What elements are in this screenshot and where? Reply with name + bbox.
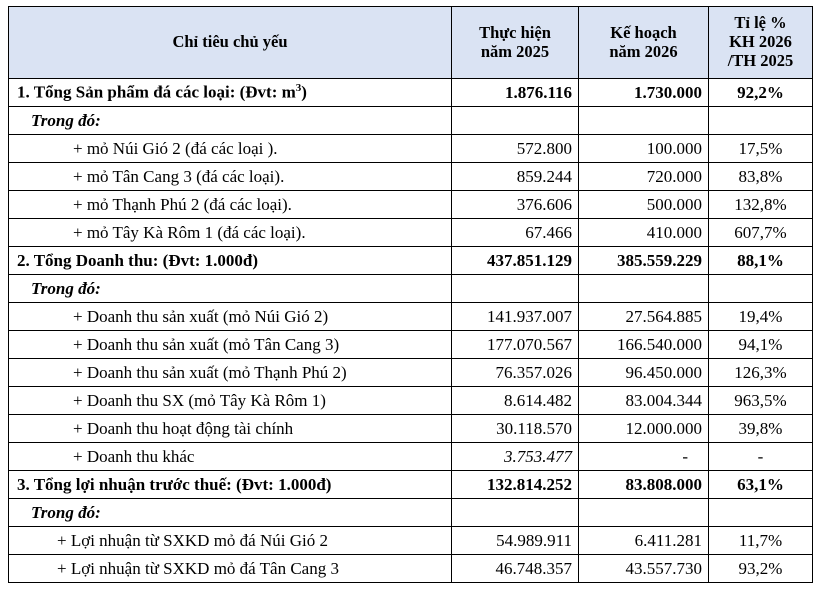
row-label [9,331,452,359]
table-row [9,275,813,303]
plan-value: 43.557.730 [579,555,709,583]
table-row [9,471,813,499]
plan-value: 1.730.000 [579,79,709,107]
header-ratio-line3: /TH 2025 [727,50,794,70]
row-label [9,499,452,527]
table-row [9,359,813,387]
ratio-value: 126,3% [709,359,813,387]
row-label-text: 1. Tổng Sản phẩm đá các loại: (Đvt: m [17,83,296,103]
table-row [9,79,813,107]
actual-value: 376.606 [452,191,579,219]
table-row [9,163,813,191]
ratio-value [709,275,813,303]
actual-value: 8.614.482 [452,387,579,415]
ratio-value: - [709,443,813,471]
ratio-value: 63,1% [709,471,813,499]
row-label-text: + Lợi nhuận từ SXKD mỏ đá Núi Gió 2 [57,530,328,550]
table-row [9,415,813,443]
plan-value: 410.000 [579,219,709,247]
header-actual-line2: năm 2025 [480,41,550,61]
ratio-value: 92,2% [709,79,813,107]
actual-value [452,107,579,135]
row-label-text: 2. Tổng Doanh thu: (Đvt: 1.000đ) [17,250,259,270]
ratio-value: 88,1% [709,247,813,275]
row-label-text: Trong đó: [31,502,101,522]
plan-value [579,275,709,303]
ratio-value: 93,2% [709,555,813,583]
row-label-text: + mỏ Thạnh Phú 2 (đá các loại). [73,194,292,214]
actual-value: 132.814.252 [452,471,579,499]
table-row [9,443,813,471]
plan-value: 100.000 [579,135,709,163]
actual-value [452,499,579,527]
actual-value: 30.118.570 [452,415,579,443]
actual-value: 437.851.129 [452,247,579,275]
plan-value: 385.559.229 [579,247,709,275]
header-row [9,7,813,79]
plan-value: 500.000 [579,191,709,219]
row-label-text: + Doanh thu khác [73,446,195,466]
table-row [9,387,813,415]
row-label [9,107,452,135]
ratio-value: 17,5% [709,135,813,163]
row-label-text: Trong đó: [31,110,101,130]
actual-value [452,275,579,303]
ratio-value [709,499,813,527]
plan-value: 720.000 [579,163,709,191]
row-label-text: Trong đó: [31,278,101,298]
table-row [9,191,813,219]
plan-value: 83.004.344 [579,387,709,415]
table-row [9,219,813,247]
row-label [9,275,452,303]
plan-value: 96.450.000 [579,359,709,387]
row-label-text: + mỏ Tân Cang 3 (đá các loại). [73,166,285,186]
header-actual-2025 [452,7,579,79]
header-ratio [709,7,813,79]
ratio-value [709,107,813,135]
plan-value: - [579,443,709,471]
ratio-value: 132,8% [709,191,813,219]
row-label [9,359,452,387]
ratio-value: 39,8% [709,415,813,443]
row-label [9,471,452,499]
header-indicator: Chỉ tiêu chủ yếu [9,7,452,79]
row-label-text: 3. Tổng lợi nhuận trước thuế: (Đvt: 1.000đ) [17,474,332,494]
table-row [9,303,813,331]
row-label [9,555,452,583]
table-row [9,499,813,527]
plan-value: 166.540.000 [579,331,709,359]
header-plan-2026 [579,7,709,79]
actual-value: 141.937.007 [452,303,579,331]
plan-value [579,499,709,527]
actual-value: 572.800 [452,135,579,163]
row-label [9,415,452,443]
row-label [9,219,452,247]
plan-value: 83.808.000 [579,471,709,499]
actual-value: 54.989.911 [452,527,579,555]
row-label [9,191,452,219]
row-label [9,135,452,163]
ratio-value: 607,7% [709,219,813,247]
row-label-text: + mỏ Tây Kà Rôm 1 (đá các loại). [73,222,306,242]
ratio-value: 19,4% [709,303,813,331]
row-label [9,527,452,555]
row-label [9,387,452,415]
actual-value: 177.070.567 [452,331,579,359]
row-label-text: + Doanh thu sản xuất (mỏ Núi Gió 2) [73,306,329,326]
header-ratio-line2: KH 2026 [729,32,792,52]
actual-value: 46.748.357 [452,555,579,583]
actual-value: 76.357.026 [452,359,579,387]
row-label [9,79,452,107]
row-label [9,443,452,471]
row-label-text: + Doanh thu SX (mỏ Tây Kà Rôm 1) [73,390,326,410]
header-actual-line1: Thực hiện [479,22,551,42]
row-label [9,247,452,275]
row-label-text: + Doanh thu hoạt động tài chính [73,418,294,438]
row-label-text: + Doanh thu sản xuất (mỏ Tân Cang 3) [73,334,340,354]
plan-value: 27.564.885 [579,303,709,331]
table-row [9,555,813,583]
row-label [9,163,452,191]
ratio-value: 94,1% [709,331,813,359]
row-label-text: + Doanh thu sản xuất (mỏ Thạnh Phú 2) [73,362,347,382]
row-label [9,303,452,331]
actual-value: 3.753.477 [452,443,579,471]
row-label-tail: ) [301,83,307,103]
ratio-value: 83,8% [709,163,813,191]
header-plan-line1: Kế hoạch [610,22,677,42]
unit-superscript: 3 [295,82,302,95]
header-ratio-line1: Tỉ lệ % [734,13,787,33]
actual-value: 859.244 [452,163,579,191]
ratio-value: 11,7% [709,527,813,555]
actual-value: 67.466 [452,219,579,247]
table-row [9,527,813,555]
table-row [9,247,813,275]
header-plan-line2: năm 2026 [609,41,678,61]
table-row [9,331,813,359]
table-row [9,107,813,135]
row-label-text: + Lợi nhuận từ SXKD mỏ đá Tân Cang 3 [57,558,339,578]
ratio-value: 963,5% [709,387,813,415]
actual-value: 1.876.116 [452,79,579,107]
plan-value: 6.411.281 [579,527,709,555]
data-table [8,6,813,583]
plan-value: 12.000.000 [579,415,709,443]
table-row [9,135,813,163]
plan-value [579,107,709,135]
row-label-text: + mỏ Núi Gió 2 (đá các loại ). [73,138,278,158]
